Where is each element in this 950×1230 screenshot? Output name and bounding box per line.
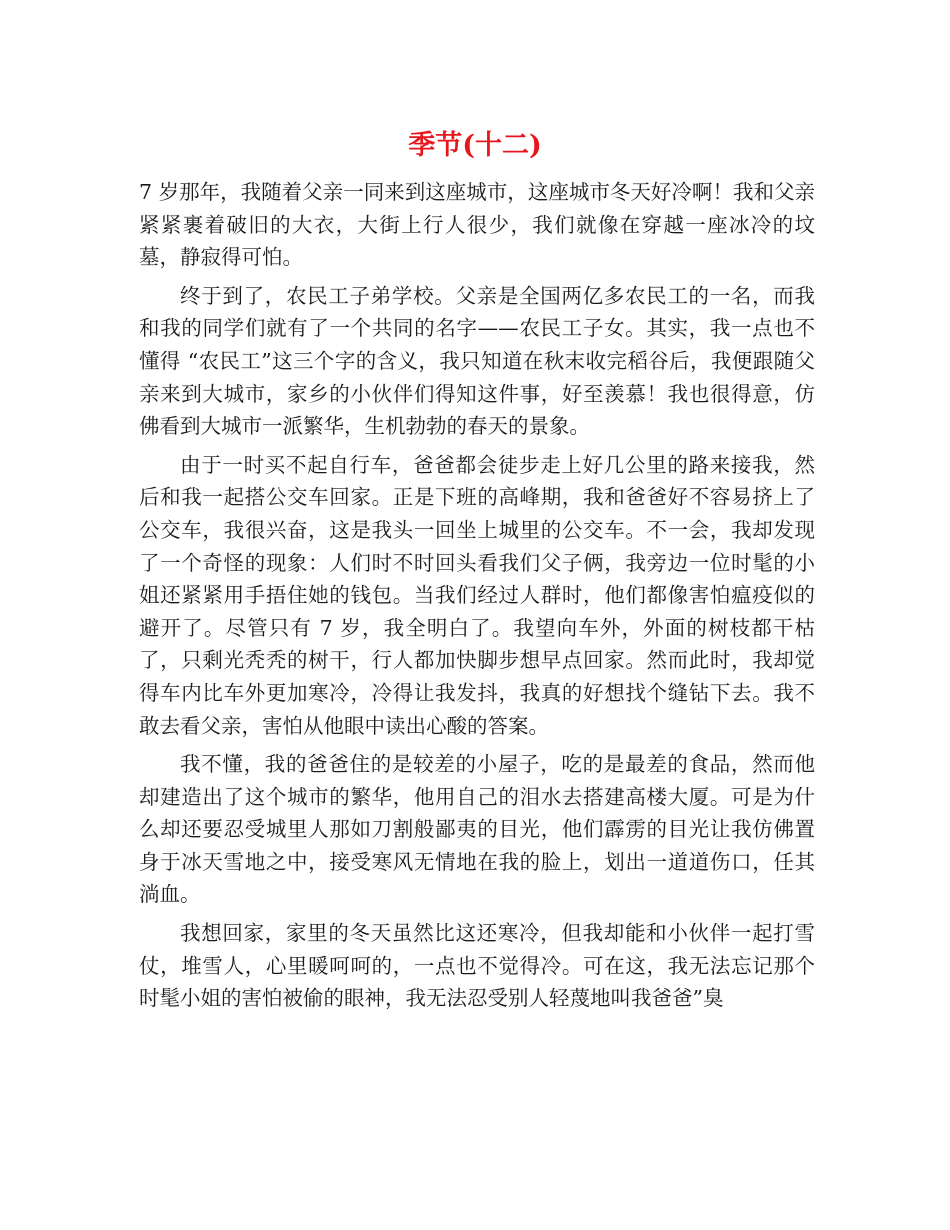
document-body: [139, 176, 815, 1021]
paragraph-1: 7 岁那年，我随着父亲一同来到这座城市，这座城市冬天好冷啊！我和父亲紧紧裹着破旧的大衣，大街上行人很少，我们就像在穿越一座冰冷的坟墓，静寂得可怕。: [139, 180, 815, 270]
paragraph-4: 我不懂，我的爸爸住的是较差的小屋子，吃的是最差的食品，然而他却建造出了这个城市的繁华，他用自己的泪水去搭建高楼大厦。可是为什么却还要忍受城里人那如刀割般鄙夷的目光，他们霹雳的目光让我仿佛置身于冰天雪地之中，接受寒风无情地在我的脸上，划出一道道伤口，任其淌血。: [139, 752, 815, 907]
paragraph-2: 终于到了，农民工子弟学校。父亲是全国两亿多农民工的一名，而我和我的同学们就有了一个共同的名字——农民工子女。其实，我一点也不懂得 “农民工”这三个字的含义，我只知道在秋末收完稻谷后，我便跟随父亲来到大城市，家乡的小伙伴们得知这件事，好至羡慕！我也很得意，仿佛看到大城市一派繁华，生机勃勃的春天的景象。: [139, 283, 815, 439]
paragraph-3: 由于一时买不起自行车，爸爸都会徒步走上好几公里的路来接我，然后和我一起搭公交车回家。正是下班的高峰期，我和爸爸好不容易挤上了公交车，我很兴奋，这是我头一回坐上城里的公交车。不一会，我却发现了一个奇怪的现象：人们时不时回头看我们父子俩，我旁边一位时髦的小姐还紧紧用手捂住她的钱包。当我们经过人群时，他们都像害怕瘟疫似的避开了。尽管只有 7 岁，我全明白了。我望向车外，外面的树枝都干枯了，只剩光秃秃的树干，行人都加快脚步想早点回家。然而此时，我却觉得车内比车外更加寒冷，冷得让我发抖，我真的好想找个缝钻下去。我不敢去看父亲，害怕从他眼中读出心酸的答案。: [139, 452, 815, 738]
paragraph-5: 我想回家，家里的冬天虽然比这还寒冷，但我却能和小伙伴一起打雪仗，堆雪人，心里暖呵呵的，一点也不觉得冷。可在这，我无法忘记那个时髦小姐的害怕被偷的眼神，我无法忍受别人轻蔑地叫我爸爸”臭: [139, 921, 815, 1011]
document-title: 季节(十二): [408, 130, 542, 161]
